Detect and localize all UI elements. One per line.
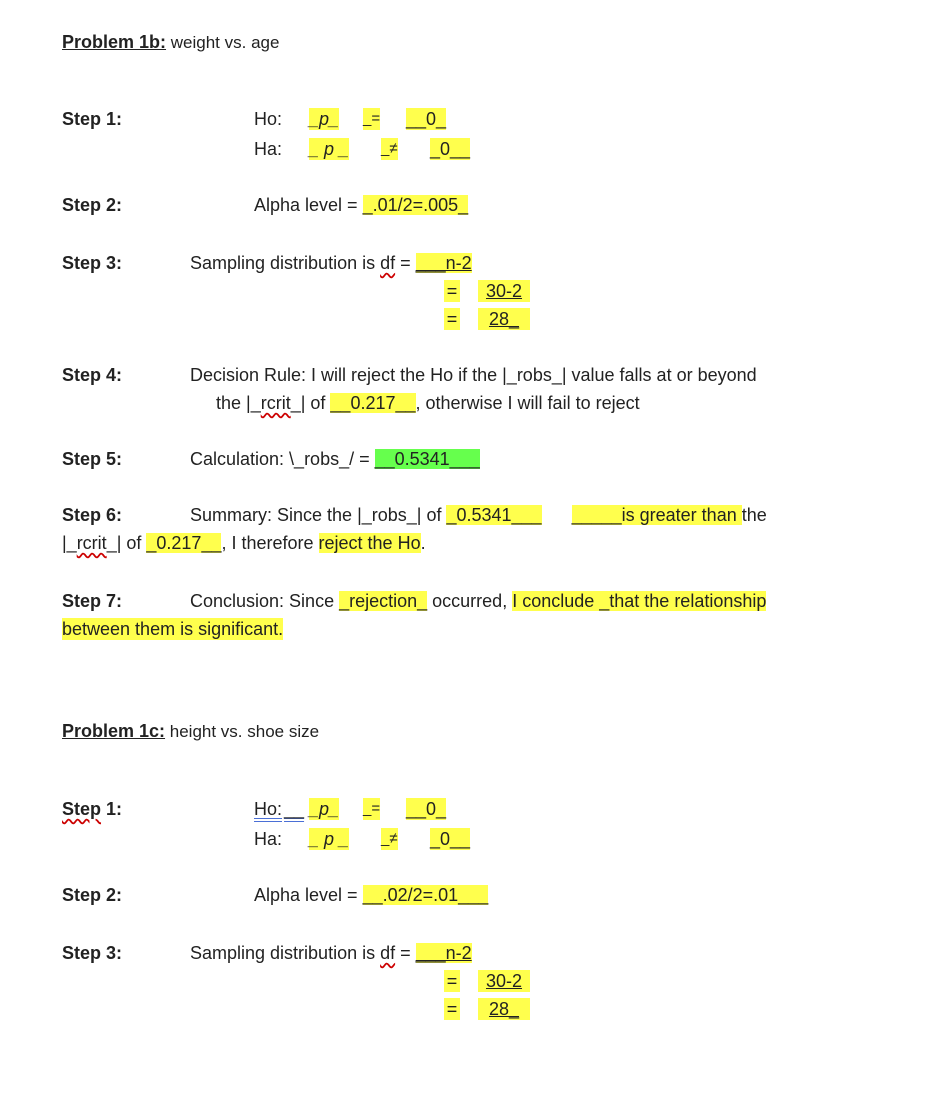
p1b-step2-line xyxy=(254,194,468,216)
p1b-summary-gap xyxy=(542,505,572,525)
p1b-summary-line1 xyxy=(190,504,767,526)
p1b-summary-rcrit-value: _0.217__ xyxy=(146,533,222,553)
p1b-step3-line xyxy=(190,252,472,274)
p1b-df-value-3: 28_ xyxy=(478,308,530,330)
p1c-ho-group xyxy=(254,798,304,820)
p1c-ho-operator: _= xyxy=(363,798,380,820)
p1b-calculation-text: Calculation: \_robs_/ = xyxy=(190,449,375,469)
p1b-conclusion-statement-2: between them is significant. xyxy=(62,619,284,639)
p1b-robs-value: __0.5341___ xyxy=(374,449,480,469)
p1b-calculation-line xyxy=(190,448,480,470)
p1b-step2-label: Step 2: xyxy=(62,195,123,215)
p1b-step3-label: Step 3: xyxy=(62,253,123,273)
p1b-summary-compare: _____is greater than xyxy=(571,505,742,525)
p1c-ha-param: _ p _ xyxy=(309,829,350,849)
p1b-summary-post: , I therefore xyxy=(221,533,319,553)
problem-1b-title xyxy=(62,31,279,54)
p1b-sampling-text: Sampling distribution is xyxy=(190,253,381,273)
p1b-conclusion-text: Conclusion: Since xyxy=(190,591,340,611)
p1b-conclusion-rejection: _rejection_ xyxy=(339,591,428,611)
p1b-rcrit-value: __0.217__ xyxy=(330,393,416,413)
p1c-ho-param: _p_ xyxy=(309,799,340,819)
p1b-conclusion-statement-1: I conclude _that the relationship xyxy=(512,591,767,611)
p1b-summary-mid: _| of xyxy=(106,533,147,553)
p1b-alpha-text: Alpha level = xyxy=(254,195,363,215)
p1c-alpha-text: Alpha level = xyxy=(254,885,363,905)
p1c-step-number: 1: xyxy=(101,799,123,819)
p1b-ha-param: _ p _ xyxy=(309,139,350,159)
p1b-decision-rule-line2 xyxy=(216,392,640,414)
p1b-summary-the: the xyxy=(741,505,767,525)
p1c-step-word: Step xyxy=(62,799,102,819)
p1b-rule-pre: the |_ xyxy=(216,393,261,413)
p1c-df-value-3: 28_ xyxy=(478,998,530,1020)
p1c-ha-value: _0__ xyxy=(430,829,471,849)
p1c-ho-label: Ho: xyxy=(254,799,283,819)
p1b-ho-param: _p_ xyxy=(309,109,340,129)
p1c-step2-label: Step 2: xyxy=(62,885,123,905)
p1b-ha-operator: _≠ xyxy=(381,138,398,160)
p1b-rule-mid: _| of xyxy=(290,393,331,413)
p1b-summary-text: Summary: Since the |_robs_| of xyxy=(190,505,447,525)
p1b-equals: = xyxy=(395,253,416,273)
p1b-ha-value: _0__ xyxy=(430,139,471,159)
p1c-df-eq-3: = xyxy=(444,998,460,1020)
p1b-decision-rule-line1: Decision Rule: I will reject the Ho if the |_robs_| value falls at or beyond xyxy=(190,365,757,385)
p1b-summary-line2 xyxy=(62,532,426,554)
p1b-summary-pre: |_ xyxy=(62,533,77,553)
p1b-step5-label: Step 5: xyxy=(62,449,123,469)
p1c-df-term: df xyxy=(380,943,396,963)
p1c-step3-line xyxy=(190,942,472,964)
p1b-ho-label: Ho: xyxy=(254,109,283,129)
p1b-step1-label: Step 1: xyxy=(62,109,123,129)
p1c-ho-value: __0_ xyxy=(406,799,447,819)
p1c-step3-label: Step 3: xyxy=(62,943,123,963)
p1b-summary-decision: reject the Ho xyxy=(318,533,421,553)
problem-1c-label: Problem 1c: xyxy=(62,721,166,741)
p1b-rcrit-term: rcrit xyxy=(260,393,291,413)
p1c-step1-label xyxy=(62,798,122,820)
p1b-step7-label: Step 7: xyxy=(62,591,123,611)
p1b-ha-label: Ha: xyxy=(254,139,283,159)
problem-1b-subtitle: weight vs. age xyxy=(166,33,280,52)
p1c-df-eq-2: = xyxy=(444,970,460,992)
p1c-sampling-text: Sampling distribution is xyxy=(190,943,381,963)
p1b-df-value-2: 30-2 xyxy=(478,280,530,302)
p1c-df-value-1: ___n-2 xyxy=(415,943,472,963)
p1b-step4-label: Step 4: xyxy=(62,365,123,385)
p1c-alpha-value: __.02/2=.01___ xyxy=(362,885,489,905)
p1c-df-value-2: 30-2 xyxy=(478,970,530,992)
p1b-df-eq-3: = xyxy=(444,308,460,330)
p1b-summary-end: . xyxy=(420,533,426,553)
p1c-ha-label: Ha: xyxy=(254,829,283,849)
p1b-alpha-value: _.01/2=.005_ xyxy=(362,195,469,215)
p1b-summary-robs: _0.5341___ xyxy=(446,505,542,525)
p1b-conclusion-line1 xyxy=(190,590,766,612)
p1b-ho-operator: _= xyxy=(363,108,380,130)
problem-1c-subtitle: height vs. shoe size xyxy=(165,722,320,741)
p1b-df-value-1: ___n-2 xyxy=(415,253,472,273)
p1b-summary-rcrit-term: rcrit xyxy=(76,533,107,553)
p1c-equals: = xyxy=(395,943,416,963)
p1b-rule-post: , otherwise I will fail to reject xyxy=(415,393,640,413)
p1b-df-eq-2: = xyxy=(444,280,460,302)
p1b-step6-label: Step 6: xyxy=(62,505,123,525)
p1c-ha-operator: _≠ xyxy=(381,828,398,850)
p1b-df-term: df xyxy=(380,253,396,273)
p1b-ho-value: __0_ xyxy=(406,109,447,129)
problem-1c-title xyxy=(62,720,319,743)
p1b-conclusion-occurred: occurred, xyxy=(427,591,513,611)
p1c-step2-line xyxy=(254,884,488,906)
problem-1b-label: Problem 1b: xyxy=(62,32,167,52)
p1c-ho-blank: __ xyxy=(284,799,305,819)
